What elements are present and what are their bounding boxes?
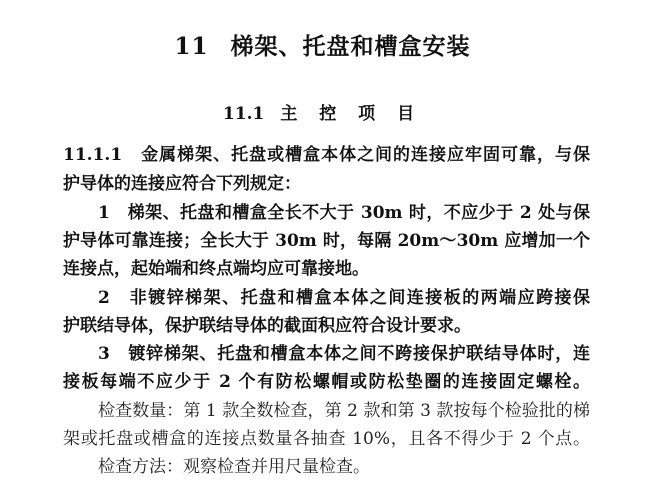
section-heading <box>0 99 645 124</box>
clause-line: 护导体的连接应符合下列规定： <box>63 174 301 194</box>
item-line: 护导体可靠连接；全长大于 30m 时，每隔 20m～30m 应增加一个 <box>63 231 590 251</box>
item-line: 连接点，起始端和终点端均应可靠接地。 <box>63 259 369 279</box>
item-line: 2 非镀锌梯架、托盘和槽盒本体之间连接板的两端应跨接保 <box>98 288 590 308</box>
section-number: 11.1 <box>222 104 265 124</box>
inspection-quantity-line: 架或托盘或槽盒的连接点数量各抽查 10%，且各不得少于 2 个点。 <box>63 429 590 449</box>
inspection-quantity-line: 检查数量：第 1 款全数检查，第 2 款和第 3 款按每个检验批的梯 <box>98 401 590 421</box>
item-line: 护联结导体，保护联结导体的截面积应符合设计要求。 <box>63 316 471 336</box>
item-line: 3 镀锌梯架、托盘和槽盒本体之间不跨接保护联结导体时，连 <box>98 344 590 364</box>
chapter-title <box>0 28 645 61</box>
chapter-number: 11 <box>174 33 209 60</box>
item-line: 1 梯架、托盘和槽盒全长不大于 30m 时，不应少于 2 处与保 <box>98 203 590 223</box>
item-line: 接板每端不应少于 2 个有防松螺帽或防松垫圈的连接固定螺栓。 <box>63 372 590 392</box>
section-title-text: 主 控 项 目 <box>280 104 423 124</box>
inspection-method-line: 检查方法：观察检查并用尺量检查。 <box>98 457 370 477</box>
chapter-title-text: 梯架、托盘和槽盒安装 <box>230 33 471 60</box>
clause-line: 11.1.1 金属梯架、托盘或槽盒本体之间的连接应牢固可靠，与保 <box>63 145 590 165</box>
